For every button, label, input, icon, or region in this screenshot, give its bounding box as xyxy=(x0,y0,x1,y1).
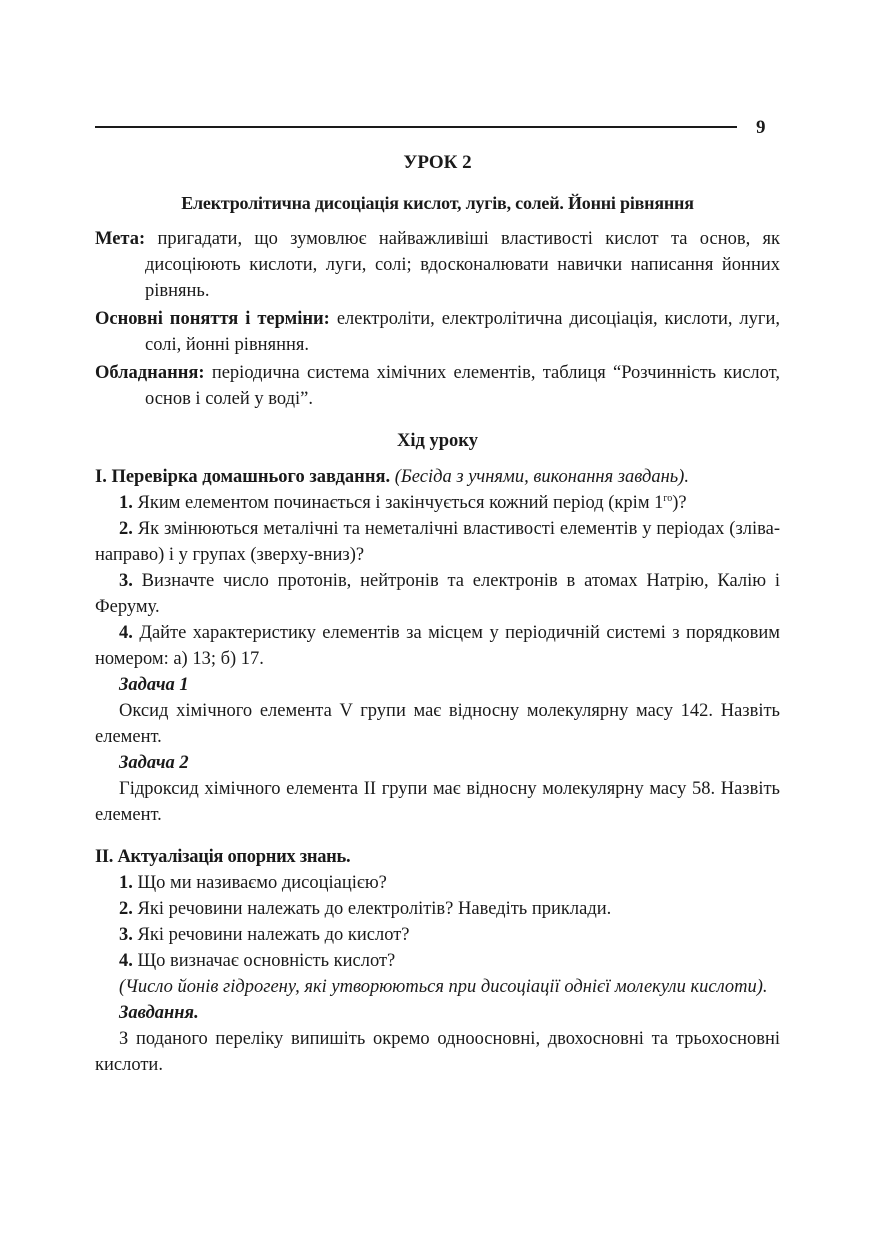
lesson-title: УРОК 2 xyxy=(403,152,472,173)
page-number: 9 xyxy=(756,117,766,138)
meta-terms-text: електроліти, електролітична дисоціація, кислоти, луги, солі, йонні рівняння. xyxy=(145,309,781,355)
section1-heading xyxy=(95,464,780,490)
meta-equipment xyxy=(95,360,780,412)
task2-title: Задача 2 xyxy=(119,753,189,773)
meta-equipment-text: періодична система хімічних елементів, таблиця “Розчинність кислот, основ і солей у воді”. xyxy=(145,363,780,409)
question-text: Яким елементом починається і закінчується кожний період (крім 1 xyxy=(137,493,664,513)
section2-question-1 xyxy=(95,870,780,896)
task1-title: Задача 1 xyxy=(119,675,189,695)
question-number: 1. xyxy=(119,493,133,513)
lesson-subtitle: Електролітична дисоціація кислот, лугів, солей. Йонні рівняння xyxy=(181,193,694,213)
question-text: Що визначає основність кислот? xyxy=(137,951,396,971)
meta-equipment-label: Обладнання: xyxy=(95,363,205,383)
section1-question-3 xyxy=(95,568,780,620)
section2-task-title: Завдання. xyxy=(119,1003,199,1023)
section1-question-2 xyxy=(95,516,780,568)
task1-text: Оксид хімічного елемента V групи має відносну молекулярну масу 142. Назвіть елемент. xyxy=(95,701,780,747)
meta-terms-label: Основні поняття і терміни: xyxy=(95,309,330,329)
question-text: Визначте число протонів, нейтронів та електронів в атомах Натрію, Калію і Феруму. xyxy=(95,571,780,617)
section1-title: І. Перевірка домашнього завдання. xyxy=(95,467,391,487)
question-number: 3. xyxy=(119,925,133,945)
superscript: го xyxy=(663,492,673,504)
meta-goal-label: Мета: xyxy=(95,229,146,249)
question-text-end: )? xyxy=(672,493,687,513)
section2-task-text: З поданого переліку випишіть окремо одноосновні, двохосновні та трьохосновні кислоти. xyxy=(95,1029,780,1075)
course-title: Хід уроку xyxy=(397,431,478,451)
question-text: Що ми називаємо дисоціацією? xyxy=(137,873,387,893)
section2-answer: (Число йонів гідрогену, які утворюються при дисоціації однієї молекули кислоти). xyxy=(119,977,768,997)
section2-question-4 xyxy=(95,948,780,974)
meta-terms xyxy=(95,306,780,358)
meta-goal xyxy=(95,226,780,304)
question-text: Дайте характеристику елементів за місцем у періодичній системі з порядковим номером: а) 13; б) 17. xyxy=(95,623,780,669)
meta-goal-text: пригадати, що зумовлює найважливіші властивості кислот та основ, як дисоціюють кислоти, луги, солі; вдосконалювати навички написання йонних рівнянь. xyxy=(145,229,781,301)
question-number: 4. xyxy=(119,951,133,971)
section1-question-1 xyxy=(95,490,780,516)
task2-text: Гідроксид хімічного елемента II групи має відносну молекулярну масу 58. Назвіть елемент. xyxy=(95,779,780,825)
question-text: Які речовини належать до кислот? xyxy=(137,925,410,945)
question-number: 1. xyxy=(119,873,133,893)
section2-question-3 xyxy=(95,922,780,948)
question-number: 2. xyxy=(119,899,133,919)
question-number: 2. xyxy=(119,519,133,539)
header-rule xyxy=(95,126,737,128)
section2-question-2 xyxy=(95,896,780,922)
page-body xyxy=(95,148,780,1078)
question-number: 4. xyxy=(119,623,133,643)
section1-note: (Бесіда з учнями, виконання завдань). xyxy=(394,467,689,487)
question-number: 3. xyxy=(119,571,133,591)
section2-title: ІІ. Актуалізація опорних знань. xyxy=(95,847,351,867)
question-text: Які речовини належать до електролітів? Наведіть приклади. xyxy=(137,899,612,919)
question-text: Як змінюються металічні та неметалічні властивості елементів у періодах (зліва-направо) і у групах (зверху-вниз)? xyxy=(95,519,780,565)
section2-heading xyxy=(95,844,780,870)
section1-question-4 xyxy=(95,620,780,672)
